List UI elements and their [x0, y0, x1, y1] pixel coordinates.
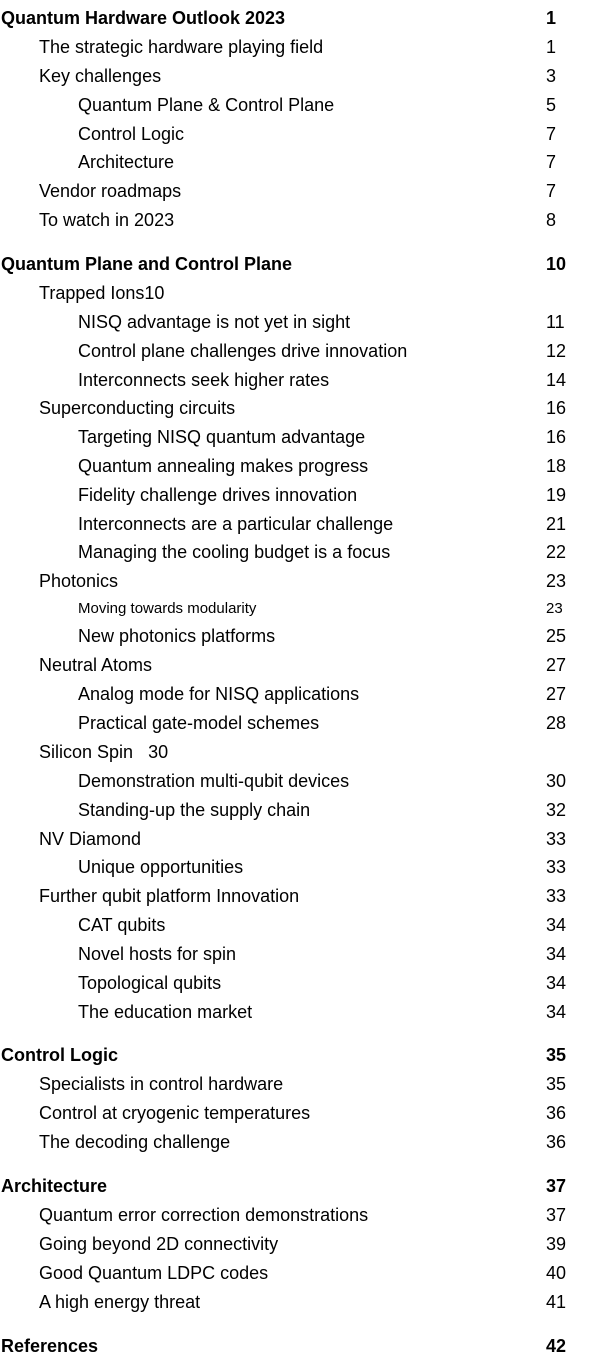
- toc-entry[interactable]: [0, 882, 600, 910]
- toc-entry-title: Standing-up the supply chain: [78, 800, 311, 820]
- toc-entry-title: Quantum Plane & Control Plane: [78, 95, 335, 115]
- toc-entry-title: Further qubit platform Innovation: [39, 886, 300, 906]
- toc-entry-title: Superconducting circuits: [39, 398, 236, 418]
- toc-entry[interactable]: [0, 853, 600, 881]
- toc-entry-page: 34: [546, 1002, 567, 1022]
- toc-entry[interactable]: [0, 337, 600, 365]
- toc-entry[interactable]: [0, 1099, 600, 1127]
- toc-entry-page: 30: [148, 742, 169, 762]
- toc-entry[interactable]: [0, 1041, 600, 1069]
- toc-entry-title: Demonstration multi-qubit devices: [78, 771, 350, 791]
- toc-entry-page: 41: [546, 1292, 567, 1312]
- toc-entry[interactable]: [0, 1288, 600, 1316]
- toc-entry-title-text: Silicon Spin: [39, 742, 134, 762]
- toc-entry-title: Interconnects are a particular challenge: [78, 514, 394, 534]
- toc-entry-title: Quantum Plane and Control Plane: [1, 254, 293, 274]
- toc-entry-title: Managing the cooling budget is a focus: [78, 542, 391, 562]
- toc-entry[interactable]: [0, 680, 600, 708]
- toc-entry-title: Key challenges: [39, 66, 162, 86]
- toc-entry-title: A high energy threat: [39, 1292, 201, 1312]
- toc-entry[interactable]: [0, 538, 600, 566]
- toc-entry[interactable]: [0, 709, 600, 737]
- toc-entry[interactable]: [0, 366, 600, 394]
- toc-entry-title: To watch in 2023: [39, 210, 175, 230]
- toc-entry[interactable]: [0, 177, 600, 205]
- toc-entry[interactable]: [0, 651, 600, 679]
- toc-entry[interactable]: [0, 33, 600, 61]
- toc-entry-title: Control Logic: [1, 1045, 118, 1065]
- toc-entry[interactable]: [0, 1172, 600, 1200]
- toc-entry-page: 34: [546, 973, 567, 993]
- toc-entry-page: 35: [546, 1045, 567, 1065]
- toc-entry-title: Control at cryogenic temperatures: [39, 1103, 311, 1123]
- toc-entry-page: 7: [546, 181, 557, 201]
- toc-entry-page: 28: [546, 713, 567, 733]
- toc-entry[interactable]: [0, 62, 600, 90]
- toc-entry-title: Control plane challenges drive innovation: [78, 341, 408, 361]
- toc-entry[interactable]: [0, 1070, 600, 1098]
- toc-entry[interactable]: [0, 567, 600, 595]
- toc-entry[interactable]: [0, 796, 600, 824]
- toc-entry-title: Specialists in control hardware: [39, 1074, 284, 1094]
- toc-entry-page: 33: [546, 857, 567, 877]
- toc-entry[interactable]: [0, 1230, 600, 1258]
- toc-entry-page: 39: [546, 1234, 567, 1254]
- toc-entry-page: 11: [546, 312, 565, 332]
- toc-entry-title: Architecture: [1, 1176, 108, 1196]
- toc-entry[interactable]: [0, 4, 600, 32]
- toc-entry-title: Practical gate-model schemes: [78, 713, 320, 733]
- toc-entry-title: CAT qubits: [78, 915, 166, 935]
- toc-entry-page: 22: [546, 542, 567, 562]
- toc-entry-page: 12: [546, 341, 567, 361]
- toc-entry-page: 27: [546, 684, 567, 704]
- toc-entry-title: [39, 738, 168, 766]
- toc-entry-page: 19: [546, 485, 567, 505]
- toc-entry-page: 14: [546, 370, 567, 390]
- toc-entry-page: 36: [546, 1132, 567, 1152]
- toc-entry-page: 23: [546, 571, 567, 591]
- toc-entry-page: 5: [546, 95, 557, 115]
- toc-entry[interactable]: [0, 91, 600, 119]
- toc-entry-page: 34: [546, 915, 567, 935]
- toc-entry-page: 10: [144, 283, 165, 303]
- toc-entry-page: 1: [546, 8, 557, 28]
- toc-entry[interactable]: [0, 940, 600, 968]
- toc-entry[interactable]: [0, 206, 600, 234]
- toc-entry-page: 27: [546, 655, 567, 675]
- toc-entry-page: 18: [546, 456, 567, 476]
- toc-entry-title: Architecture: [78, 152, 175, 172]
- toc-entry-page: 25: [546, 626, 567, 646]
- toc-entry[interactable]: [0, 911, 600, 939]
- toc-entry-title: Going beyond 2D connectivity: [39, 1234, 279, 1254]
- toc-entry-page: 3: [546, 66, 557, 86]
- toc-entry-page: 1: [546, 37, 557, 57]
- toc-entry[interactable]: [0, 825, 600, 853]
- toc-entry-page: 36: [546, 1103, 567, 1123]
- toc-entry[interactable]: [0, 738, 600, 766]
- toc-entry-title: Vendor roadmaps: [39, 181, 182, 201]
- toc-entry[interactable]: [0, 308, 600, 336]
- toc-entry[interactable]: [0, 250, 600, 278]
- toc-entry[interactable]: [0, 1332, 600, 1360]
- toc-entry-title: Novel hosts for spin: [78, 944, 237, 964]
- toc-entry[interactable]: [0, 767, 600, 795]
- toc-entry-title: Topological qubits: [78, 973, 222, 993]
- toc-entry-title: Control Logic: [78, 124, 185, 144]
- toc-entry-page: 30: [546, 771, 567, 791]
- toc-entry-title: Quantum annealing makes progress: [78, 456, 369, 476]
- toc-entry-title: The strategic hardware playing field: [39, 37, 324, 57]
- toc-entry-title: The decoding challenge: [39, 1132, 231, 1152]
- toc-entry[interactable]: [0, 481, 600, 509]
- toc-entry-title-text: Trapped Ions: [39, 283, 145, 303]
- toc-entry-title: Quantum Hardware Outlook 2023: [1, 8, 286, 28]
- toc-entry[interactable]: [0, 452, 600, 480]
- toc-entry-page: 21: [546, 514, 567, 534]
- toc-entry-title: NISQ advantage is not yet in sight: [78, 312, 351, 332]
- toc-entry[interactable]: [0, 998, 600, 1026]
- toc-entry-page: 10: [546, 254, 567, 274]
- toc-entry-title: Good Quantum LDPC codes: [39, 1263, 269, 1283]
- toc-entry-page: 7: [546, 124, 557, 144]
- toc-entry-page: 23: [546, 600, 563, 617]
- toc-entry-page: 16: [546, 398, 567, 418]
- toc-entry[interactable]: [0, 279, 600, 307]
- toc-entry-page: 33: [546, 829, 567, 849]
- toc-entry[interactable]: [0, 1201, 600, 1229]
- toc-entry[interactable]: [0, 595, 600, 623]
- toc-entry[interactable]: [0, 1128, 600, 1156]
- toc-entry-title: Fidelity challenge drives innovation: [78, 485, 358, 505]
- toc-entry-title: Targeting NISQ quantum advantage: [78, 427, 366, 447]
- toc-entry-page: 7: [546, 152, 557, 172]
- toc-entry-title: New photonics platforms: [78, 626, 276, 646]
- toc-entry[interactable]: [0, 622, 600, 650]
- toc-entry-title: Quantum error correction demonstrations: [39, 1205, 369, 1225]
- toc-entry-page: 33: [546, 886, 567, 906]
- toc-entry-page: 40: [546, 1263, 567, 1283]
- toc-entry-title: Photonics: [39, 571, 119, 591]
- toc-entry-title: [39, 279, 164, 307]
- toc-entry[interactable]: [0, 148, 600, 176]
- toc-entry-title: The education market: [78, 1002, 253, 1022]
- toc-entry-title: References: [1, 1336, 99, 1356]
- toc-entry-page: 8: [546, 210, 557, 230]
- toc-entry-page: 34: [546, 944, 567, 964]
- toc-entry-title: Interconnects seek higher rates: [78, 370, 330, 390]
- toc-entry-page: 35: [546, 1074, 567, 1094]
- toc-entry[interactable]: [0, 510, 600, 538]
- toc-entry[interactable]: [0, 969, 600, 997]
- toc-entry-page: 42: [546, 1336, 567, 1356]
- toc-entry-title: Analog mode for NISQ applications: [78, 684, 360, 704]
- toc-entry-page: 37: [546, 1176, 567, 1196]
- toc-entry[interactable]: [0, 120, 600, 148]
- toc-entry-title: Neutral Atoms: [39, 655, 153, 675]
- toc-entry-title: Moving towards modularity: [78, 600, 257, 617]
- toc-entry-page: 32: [546, 800, 567, 820]
- toc-entry-title: Unique opportunities: [78, 857, 244, 877]
- toc-entry[interactable]: [0, 423, 600, 451]
- toc-entry[interactable]: [0, 1259, 600, 1287]
- toc-entry[interactable]: [0, 394, 600, 422]
- toc-entry-page: 16: [546, 427, 567, 447]
- toc-entry-page: 37: [546, 1205, 567, 1225]
- toc-entry-title: NV Diamond: [39, 829, 142, 849]
